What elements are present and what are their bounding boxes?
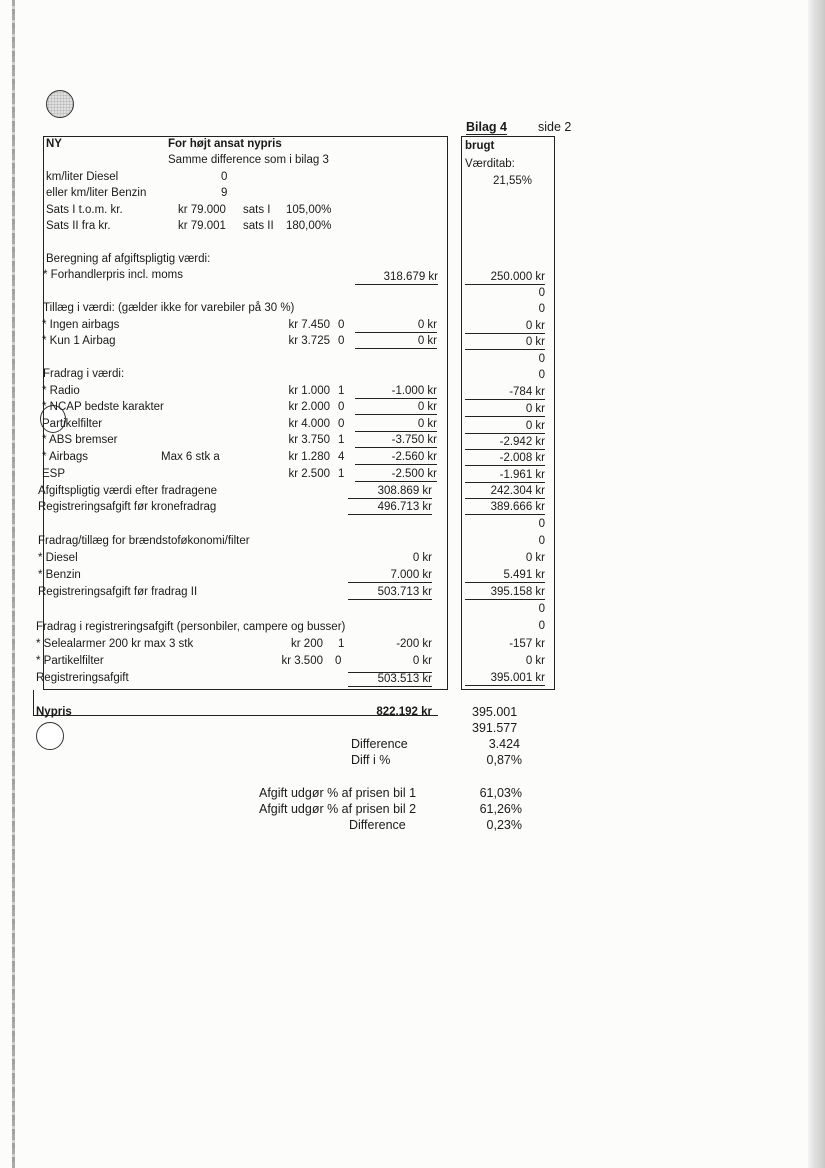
param-label: eller km/liter Benzin [46, 187, 147, 199]
partikel2-label: * Partikelfilter [36, 655, 104, 667]
item-rate: kr 4.000 [288, 418, 330, 430]
item-amount: -2.500 kr [355, 468, 437, 482]
param-sats: sats II [243, 220, 274, 232]
used-car-value: 0 kr [465, 420, 545, 434]
summary-difference2-label: Difference [349, 818, 406, 832]
summary-bil1: 61,03% [479, 786, 522, 800]
scan-right-edge [808, 0, 825, 1168]
calc-heading: Beregning af afgiftspligtig værdi: [46, 253, 211, 265]
reg-before-label: Registreringsafgift før kronefradrag [38, 501, 217, 513]
used-car-value: 0 kr [525, 655, 545, 667]
used-car-value: 0 kr [465, 320, 545, 334]
used-car-value: 0 [538, 287, 545, 299]
param-label: km/liter Diesel [46, 171, 119, 183]
used-car-value: 250.000 kr [465, 271, 545, 285]
param-label: Sats I t.o.m. kr. [46, 204, 123, 216]
fuel-heading: Fradrag/tillæg for brændstoføkonomi/filter [38, 535, 250, 547]
summary-difference2: 0,23% [486, 818, 522, 832]
item-label: * Kun 1 Airbag [42, 335, 116, 347]
tillaeg-heading: Tillæg i værdi: (gælder ikke for varebiler på 30 %) [43, 302, 295, 314]
item-amount: -3.750 kr [355, 434, 437, 448]
item-qty: 0 [338, 319, 345, 331]
param-pct: 105,00% [286, 204, 332, 216]
summary-diff-pct-label: Diff i % [351, 753, 391, 767]
summary-difference: 3.424 [488, 737, 520, 751]
item-amount: -1.000 kr [355, 385, 437, 399]
bilag-label: Bilag 4 [466, 120, 507, 134]
item-amount: 0 kr [355, 335, 437, 349]
used-car-value: -157 kr [509, 638, 545, 650]
param-label: Sats II fra kr. [46, 220, 111, 232]
used-car-value: -784 kr [465, 386, 545, 400]
param-value: 0 [221, 171, 228, 183]
partikel2-rate: kr 3.500 [281, 655, 323, 667]
item-extra: Max 6 stk a [161, 451, 220, 463]
item-rate: kr 3.750 [288, 434, 330, 446]
used-car-value: 0 kr [465, 336, 545, 350]
item-qty: 0 [338, 335, 345, 347]
item-amount: -2.560 kr [355, 451, 437, 465]
used-car-value: 0 kr [525, 552, 545, 564]
item-rate: kr 2.500 [288, 468, 330, 480]
reg-before2-value: 503.713 kr [348, 586, 432, 600]
item-qty: 4 [338, 451, 345, 463]
diesel-value: 0 kr [412, 552, 432, 564]
param-pct: 180,00% [286, 220, 332, 232]
sele-rate: kr 200 [291, 638, 323, 650]
reg-label: Registreringsafgift [36, 672, 129, 684]
item-label: Partikelfilter [42, 418, 103, 430]
summary-bil2: 61,26% [479, 802, 522, 816]
used-car-value: 395.001 kr [465, 672, 545, 686]
left-rule [33, 690, 34, 715]
item-rate: kr 2.000 [288, 401, 330, 413]
used-car-value: 0 kr [465, 403, 545, 417]
item-amount: 0 kr [355, 319, 437, 333]
punch-hole-top [46, 90, 74, 118]
item-rate: kr 7.450 [288, 319, 330, 331]
used-car-value: 0 [538, 369, 545, 381]
item-rate: kr 3.725 [288, 335, 330, 347]
param-amount: kr 79.001 [178, 220, 226, 232]
afgiftspligtig-value: 308.869 kr [348, 485, 432, 499]
partikel2-qty: 0 [335, 655, 342, 667]
item-rate: kr 1.000 [288, 385, 330, 397]
benzin-value: 7.000 kr [348, 569, 432, 583]
new-car-subtitle2: Samme difference som i bilag 3 [168, 154, 329, 166]
param-sats: sats I [243, 204, 271, 216]
nypris-value: 822.192 kr [376, 706, 432, 718]
item-qty: 0 [338, 418, 345, 430]
used-car-value: -2.008 kr [465, 452, 545, 466]
used-car-value: 242.304 kr [465, 485, 545, 499]
used-car-value: 395.158 kr [465, 586, 545, 600]
param-value: 9 [221, 187, 228, 199]
item-label: * ABS bremser [42, 434, 118, 446]
sele-value: -200 kr [396, 638, 432, 650]
summary-bil2-label: Afgift udgør % af prisen bil 2 [259, 802, 417, 816]
item-label: * Airbags [42, 451, 89, 463]
page-side-label: side 2 [538, 120, 572, 134]
item-qty: 1 [338, 434, 345, 446]
scan-left-edge [12, 0, 15, 1168]
new-car-title: NY [46, 138, 62, 150]
used-car-value: 0 [538, 518, 545, 530]
new-car-subtitle: For højt ansat nypris [168, 138, 282, 150]
used-car-value: 389.666 kr [465, 501, 545, 515]
used-car-value: 0 [538, 603, 545, 615]
used-car-value: 5.491 kr [465, 569, 545, 583]
summary-diff-pct: 0,87% [486, 753, 522, 767]
used-car-value: 0 [538, 535, 545, 547]
sele-label: * Selealarmer 200 kr max 3 stk [36, 638, 194, 650]
summary-bil1-label: Afgift udgør % af prisen bil 1 [259, 786, 417, 800]
used-car-loss-pct: 21,55% [493, 175, 533, 187]
used-car-value: 0 [538, 353, 545, 365]
item-rate: kr 1.280 [288, 451, 330, 463]
benzin-label: * Benzin [38, 569, 81, 581]
dealer-price-label: * Forhandlerpris incl. moms [43, 269, 183, 281]
used-car-value: -1.961 kr [465, 469, 545, 483]
fradrag2-heading: Fradrag i registreringsafgift (personbiler, campere og busser) [36, 621, 346, 633]
diesel-label: * Diesel [38, 552, 78, 564]
punch-hole-bottom [36, 722, 64, 750]
item-label: * Ingen airbags [42, 319, 120, 331]
summary-v2: 391.577 [472, 721, 518, 735]
reg-before2-label: Registreringsafgift før fradrag II [38, 586, 198, 598]
used-car-value: 0 [538, 620, 545, 632]
nypris-label: Nypris [36, 706, 72, 718]
used-car-value: 0 [538, 303, 545, 315]
sele-qty: 1 [338, 638, 345, 650]
item-label: ESP [42, 468, 66, 480]
item-qty: 1 [338, 385, 345, 397]
fradrag-heading: Fradrag i værdi: [43, 368, 125, 380]
dealer-price-value: 318.679 kr [355, 271, 438, 285]
used-car-title: brugt [465, 140, 495, 152]
reg-value: 503.513 kr [348, 672, 432, 687]
partikel2-value: 0 kr [412, 655, 432, 667]
item-label: * Radio [42, 385, 80, 397]
used-car-value: -2.942 kr [465, 436, 545, 450]
item-amount: 0 kr [355, 418, 437, 432]
param-amount: kr 79.000 [178, 204, 226, 216]
item-label: * NCAP bedste karakter [42, 401, 164, 413]
item-qty: 0 [338, 401, 345, 413]
item-amount: 0 kr [355, 401, 437, 415]
afgiftspligtig-label: Afgiftspligtig værdi efter fradragene [38, 485, 217, 497]
summary-difference-label: Difference [351, 737, 408, 751]
used-car-loss-label: Værditab: [465, 158, 515, 170]
item-qty: 1 [338, 468, 345, 480]
summary-v1: 395.001 [472, 705, 518, 719]
reg-before-value: 496.713 kr [348, 501, 432, 515]
